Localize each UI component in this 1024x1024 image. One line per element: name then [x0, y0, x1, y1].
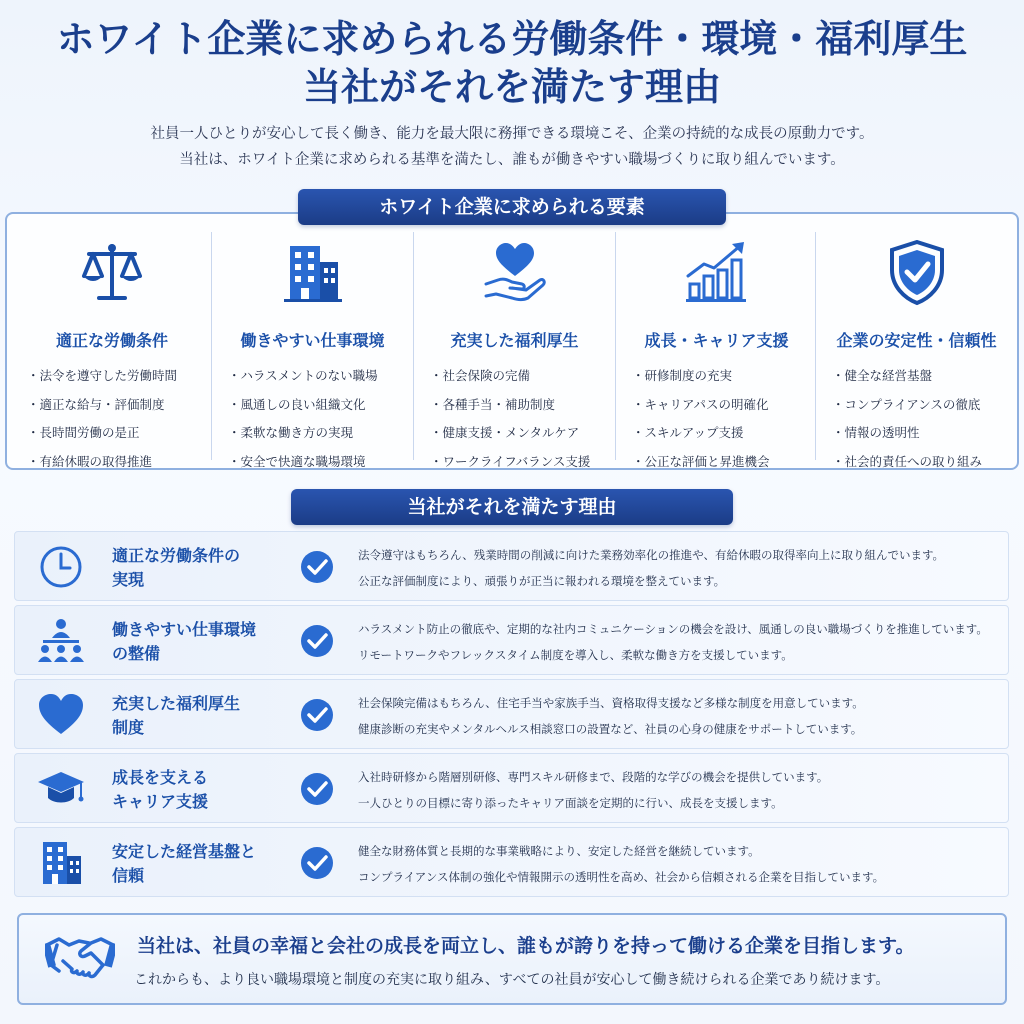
check-circle-icon	[300, 550, 334, 584]
element-list	[228, 362, 378, 476]
team-icon	[37, 618, 85, 664]
element-list	[430, 362, 590, 476]
heart-hand-icon	[414, 240, 615, 306]
closing-title: 当社は、社員の幸福と会社の成長を両立し、誰もが誇りを持って働ける企業を目指します。	[137, 935, 915, 957]
office-building-icon	[37, 840, 85, 886]
element-column-career	[615, 232, 817, 469]
shield-check-icon	[816, 240, 1017, 306]
page-title-line1: ホワイト企業に求められる労働条件・環境・福利厚生	[56, 17, 968, 61]
list-item: ・ 各種手当・補助制度	[430, 391, 590, 420]
reason-description: 社会保険完備はもちろん、住宅手当や家族手当、資格取得支援など多様な制度を用意しています。 健康診断の充実やメンタルヘルス相談窓口の設置など、社員の心身の健康をサポートしています。	[358, 696, 864, 736]
list-item: ・ 風通しの良い組織文化	[228, 391, 378, 420]
list-item: ・ 健全な経営基盤	[832, 362, 982, 391]
closing-text: これからも、より良い職場環境と制度の充実に取り組み、すべての社員が安心して働き続けられる企業であり続けます。	[134, 972, 890, 988]
element-title: 成長・キャリア支援	[644, 331, 789, 350]
reason-title: 安定した経営基盤と 信頼	[112, 842, 257, 885]
building-icon	[212, 240, 413, 306]
list-item: ・ ハラスメントのない職場	[228, 362, 378, 391]
elements-banner: ホワイト企業に求められる要素	[298, 189, 726, 225]
clock-icon	[37, 544, 85, 590]
element-column-environment	[211, 232, 413, 469]
list-item: ・ ワークライフバランス支援	[430, 448, 590, 477]
element-list	[632, 362, 770, 476]
intro-text-line1: 社員一人ひとりが安心して長く働き、能力を最大限に務揮できる環境こそ、企業の持続的な成長の原動力です。	[150, 126, 874, 142]
list-item: ・ 社会保険の完備	[430, 362, 590, 391]
list-item: ・ 情報の透明性	[832, 419, 982, 448]
element-column-welfare	[413, 232, 615, 469]
reason-title: 適正な労働条件の 実現	[112, 546, 241, 589]
reason-description: 法令遵守はもちろん、残業時間の削減に向けた業務効率化の推進や、有給休暇の取得率向上に取り組んでいます。 公正な評価制度により、頑張りが正当に報われる環境を整えています。	[358, 548, 945, 588]
reason-title: 働きやすい仕事環境 の整備	[112, 620, 257, 663]
handshake-icon	[45, 931, 115, 987]
list-item: ・ 社会的責任への取り組み	[832, 448, 982, 477]
reason-row-environment	[14, 605, 1009, 675]
check-circle-icon	[300, 624, 334, 658]
reason-description: ハラスメント防止の徹底や、定期的な社内コミュニケーションの機会を設け、風通しの良い職場づくりを推進しています。 リモートワークやフレックスタイム制度を導入し、柔軟な働き方を支援しています。	[358, 622, 988, 662]
list-item: ・ 長時間労働の是正	[27, 419, 177, 448]
list-item: ・ スキルアップ支援	[632, 419, 770, 448]
heart-icon	[37, 692, 85, 738]
reason-row-career	[14, 753, 1009, 823]
reason-row-stability	[14, 827, 1009, 897]
elements-panel	[5, 212, 1019, 470]
element-title: 充実した福利厚生	[450, 331, 579, 350]
reasons-banner: 当社がそれを満たす理由	[291, 489, 733, 525]
reason-description: 健全な財務体質と長期的な事業戦略により、安定した経営を継続しています。 コンプライアンス体制の強化や情報開示の透明性を高め、社会から信頼される企業を目指しています。	[358, 844, 885, 884]
list-item: ・ 有給休暇の取得推進	[27, 448, 177, 477]
element-title: 適正な労働条件	[55, 331, 168, 350]
intro-text-line2: 当社は、ホワイト企業に求められる基準を満たし、誰もが働きやすい職場づくりに取り組んでいます。	[179, 152, 845, 168]
element-column-labor	[11, 232, 213, 469]
reason-description: 入社時研修から階層別研修、専門スキル研修まで、段階的な学びの機会を提供しています。 一人ひとりの目標に寄り添ったキャリア面談を定期的に行い、成長を支援します。	[358, 770, 829, 810]
check-circle-icon	[300, 846, 334, 880]
element-list	[832, 362, 982, 476]
check-circle-icon	[300, 698, 334, 732]
growth-chart-icon	[616, 240, 817, 306]
closing-panel	[17, 913, 1007, 1005]
graduation-cap-icon	[37, 766, 85, 812]
reason-row-welfare	[14, 679, 1009, 749]
element-title: 企業の安定性・信頼性	[836, 331, 997, 350]
list-item: ・ 適正な給与・評価制度	[27, 391, 177, 420]
list-item: ・ 法令を遵守した労働時間	[27, 362, 177, 391]
element-title: 働きやすい仕事環境	[240, 331, 385, 350]
list-item: ・ 公正な評価と昇進機会	[632, 448, 770, 477]
page-title-line2: 当社がそれを満たす理由	[302, 65, 721, 109]
scale-icon	[11, 240, 213, 306]
element-column-stability	[815, 232, 1017, 469]
list-item: ・ 研修制度の充実	[632, 362, 770, 391]
reason-row-labor	[14, 531, 1009, 601]
element-list	[27, 362, 177, 476]
reason-title: 成長を支える キャリア支援	[112, 768, 209, 811]
list-item: ・ 健康支援・メンタルケア	[430, 419, 590, 448]
list-item: ・ 柔軟な働き方の実現	[228, 419, 378, 448]
list-item: ・ 安全で快適な職場環境	[228, 448, 378, 477]
list-item: ・ キャリアパスの明確化	[632, 391, 770, 420]
check-circle-icon	[300, 772, 334, 806]
list-item: ・ コンプライアンスの徹底	[832, 391, 982, 420]
reason-title: 充実した福利厚生 制度	[112, 694, 241, 737]
